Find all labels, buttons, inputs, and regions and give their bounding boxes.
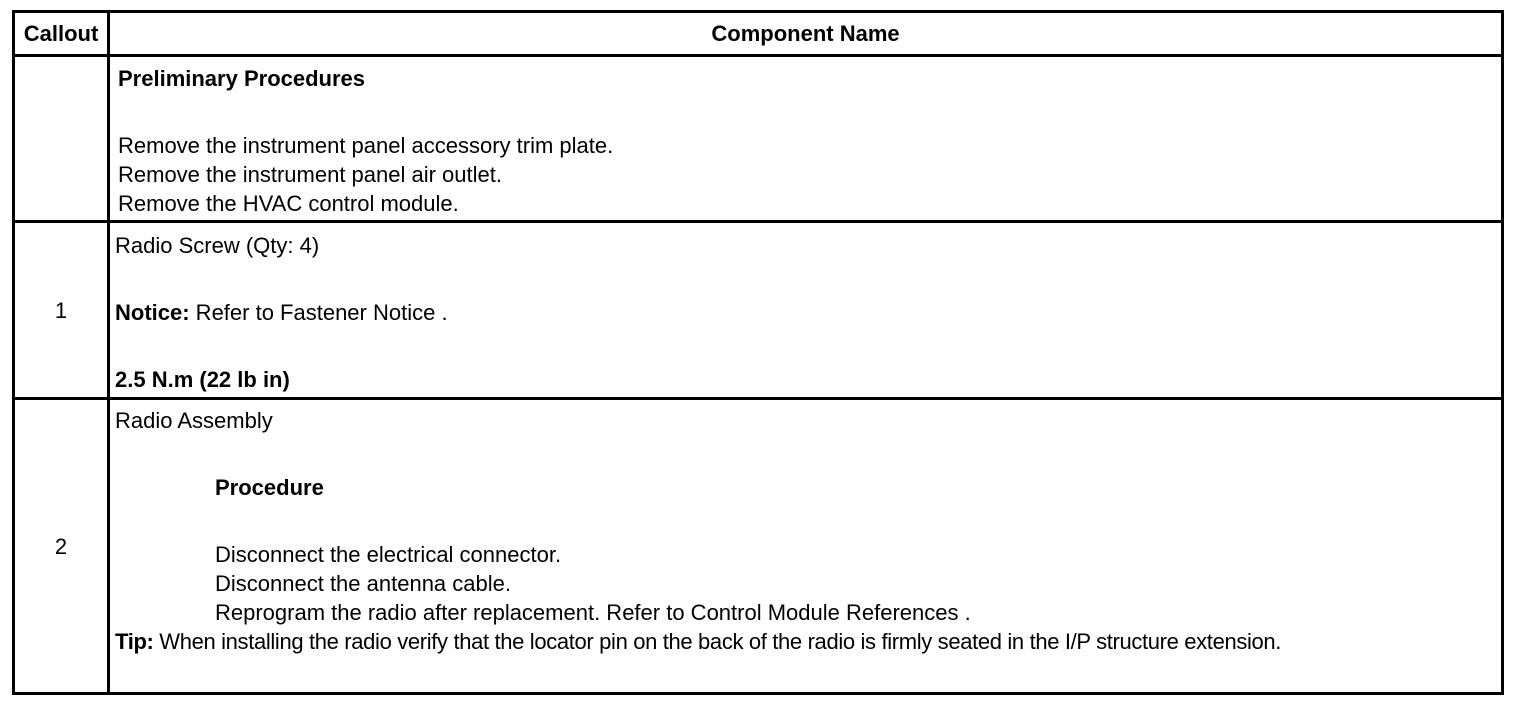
table-row: [14, 222, 1503, 399]
header-callout: Callout: [14, 12, 109, 56]
callout-number: 1: [14, 222, 109, 399]
header-row: [14, 12, 1503, 56]
procedure-step: Disconnect the electrical connector.: [215, 542, 562, 567]
preliminary-step: Remove the instrument panel accessory trim plate.: [118, 133, 614, 158]
component-name: Radio Screw (Qty: 4): [115, 233, 320, 258]
preliminary-row: [14, 56, 1503, 222]
preliminary-cell: [109, 56, 1503, 222]
tip-line: [115, 627, 1495, 656]
tip-label: Tip:: [115, 629, 154, 654]
notice-line: [115, 298, 1495, 327]
preliminary-step: Remove the HVAC control module.: [118, 191, 459, 216]
procedure-title: Procedure: [215, 475, 324, 500]
component-cell: [109, 399, 1503, 694]
preliminary-title: Preliminary Procedures: [118, 66, 366, 91]
header-component-name: Component Name: [109, 12, 1503, 56]
table-row: [14, 399, 1503, 694]
preliminary-step: Remove the instrument panel air outlet.: [118, 162, 502, 187]
torque-spec: 2.5 N.m (22 lb in): [115, 367, 290, 392]
component-table: [12, 10, 1504, 695]
callout-number: 2: [14, 399, 109, 694]
notice-text: Refer to Fastener Notice .: [189, 300, 448, 325]
component-name: Radio Assembly: [115, 408, 273, 433]
notice-label: Notice:: [115, 300, 190, 325]
procedure-step: Reprogram the radio after replacement. Refer to Control Module References .: [215, 600, 971, 625]
tip-text: When installing the radio verify that the locator pin on the back of the radio is firmly seated in the I/P structure extension.: [153, 629, 1282, 654]
preliminary-callout-cell: [14, 56, 109, 222]
component-cell: [109, 222, 1503, 399]
procedure-step: Disconnect the antenna cable.: [215, 571, 511, 596]
